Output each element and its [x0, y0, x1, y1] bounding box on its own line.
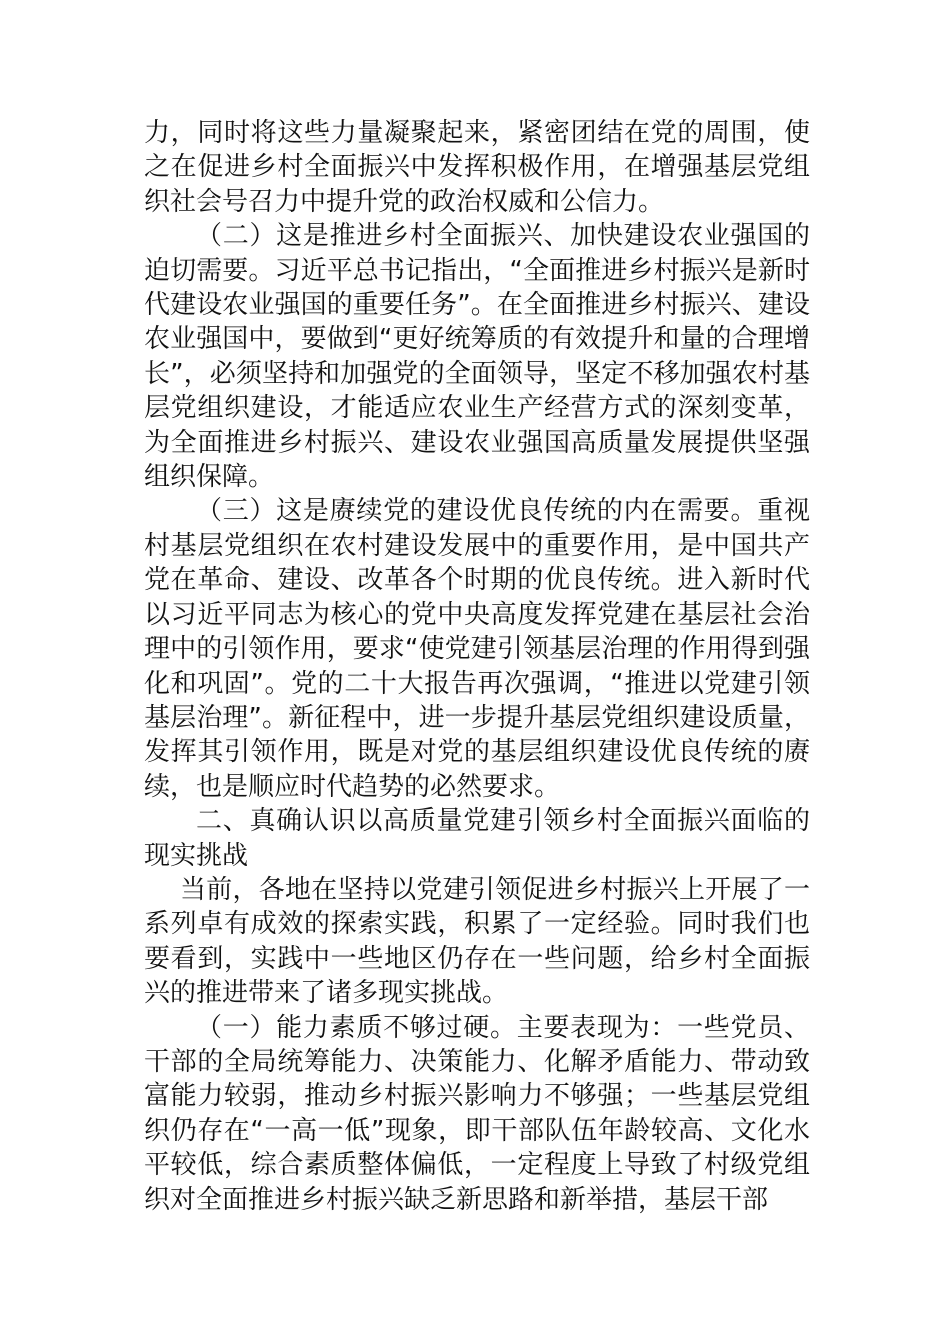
- paragraph-challenge-1: （一）能力素质不够过硬。主要表现为：一些党员、干部的全局统筹能力、决策能力、化解矛盾能力、带动致富能力较弱，推动乡村振兴影响力不够强；一些基层党组织仍存在“一高一低”现象，即干部队伍年龄较高、文化水平较低，综合素质整体偏低，一定程度上导致了村级党组织对全面推进乡村振兴缺乏新思路和新举措，基层干部: [144, 1012, 810, 1215]
- paragraph-section-2: （二）这是推进乡村全面振兴、加快建设农业强国的迫切需要。习近平总书记指出，“全面推进乡村振兴是新时代建设农业强国的重要任务”。在全面推进乡村振兴、建设农业强国中，要做到“更好统筹质的有效提升和量的合理增长”，必须坚持和加强党的全面领导，坚定不移加强农村基层党组织建设，才能适应农业生产经营方式的深刻变革，为全面推进乡村振兴、建设农业强国高质量发展提供坚强组织保障。: [144, 221, 810, 493]
- paragraph-section-3: （三）这是赓续党的建设优良传统的内在需要。重视村基层党组织在农村建设发展中的重要作用，是中国共产党在革命、建设、改革各个时期的优良传统。进入新时代以习近平同志为核心的党中央高度发挥党建在基层社会治理中的引领作用，要求“使党建引领基层治理的作用得到强化和巩固”。党的二十大报告再次强调，“推进以党建引领基层治理”。新征程中，进一步提升基层党组织建设质量，发挥其引领作用，既是对党的基层组织建设优良传统的赓续，也是顺应时代趋势的必然要求。: [144, 496, 810, 802]
- paragraph-continued: 力，同时将这些力量凝聚起来，紧密团结在党的周围，使之在促进乡村全面振兴中发挥积极作用，在增强基层党组织社会号召力中提升党的政治权威和公信力。: [144, 118, 810, 217]
- document-body: [144, 116, 810, 1217]
- paragraph-intro: 当前，各地在坚持以党建引领促进乡村振兴上开展了一系列卓有成效的探索实践，积累了一定经验。同时我们也要看到，实践中一些地区仍存在一些问题，给乡村全面振兴的推进带来了诸多现实挑战。: [144, 874, 810, 1009]
- section-heading: 二、真确认识以高质量党建引领乡村全面振兴面临的现实挑战: [144, 806, 810, 871]
